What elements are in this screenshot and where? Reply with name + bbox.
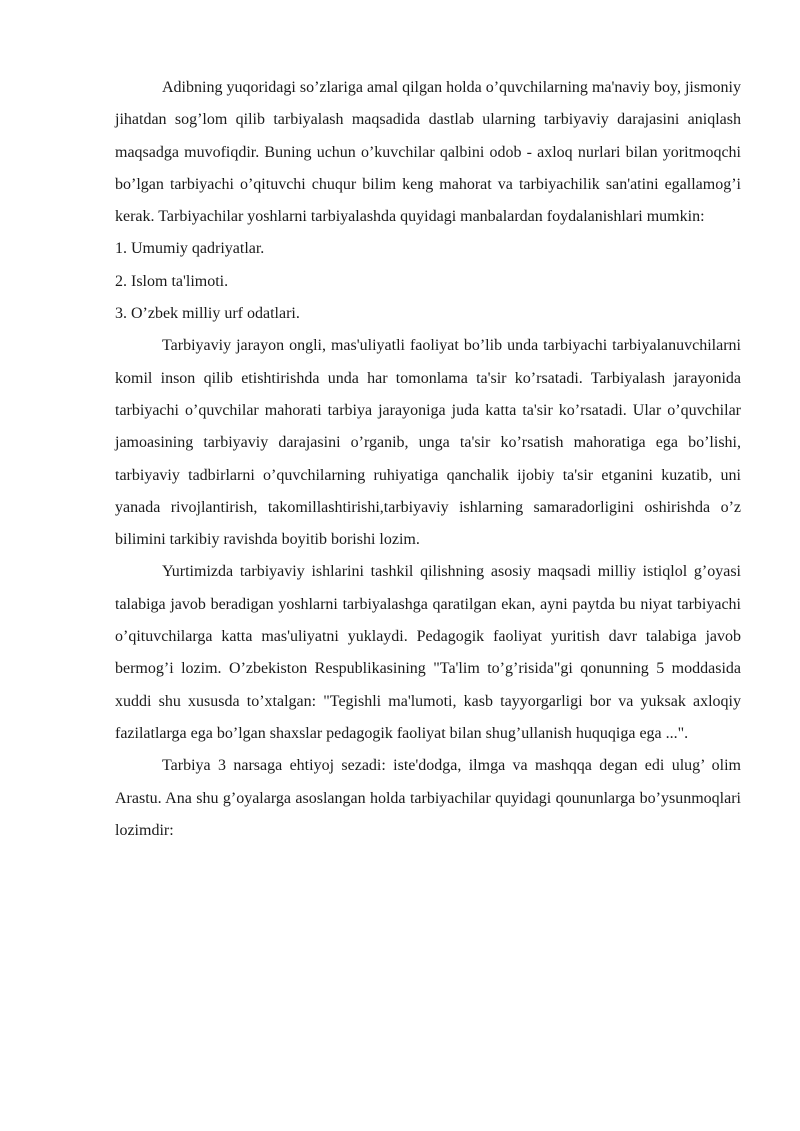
paragraph-2: Tarbiyaviy jarayon ongli, mas'uliyatli faoliyat bo’lib unda tarbiyachi tarbiyalanuvchilarni komil inson qilib etishtirishda unda har tomonlama ta'sir ko’rsatadi. Tarbiyalash jarayonida tarbiyachi o’quvchilar mahorati tarbiya jarayoniga juda katta ta'sir ko’rsatadi. Ular o’quvchilar jamoasining tarbiyaviy darajasini o’rganib, unga ta'sir ko’rsatish mahoratiga ega bo’lishi, tarbiyaviy tadbirlarni o’quvchilarning ruhiyatiga qanchalik ijobiy ta'sir etganini kuzatib, uni yanada rivojlantirish, takomillashtirishi,tarbiyaviy ishlarning samaradorligini oshirishda o’z bilimini tarkibiy ravishda boyitib borishi lozim. — [115, 337, 741, 549]
list-item-2: 2. Islom ta'limoti. — [115, 272, 229, 290]
list-item-3: 3. O’zbek milliy urf odatlari. — [115, 305, 300, 323]
document-body — [115, 72, 741, 847]
paragraph-1: Adibning yuqoridagi so’zlariga amal qilgan holda o’quvchilarning ma'naviy boy, jismoniy jihatdan sog’lom qilib tarbiyalash maqsadida dastlab ularning tarbiyaviy darajasini aniqlash maqsadga muvofiqdir. Buning uchun o’kuvchilar qalbini odob - axloq nurlari bilan yoritmoqchi bo’lgan tarbiyachi o’qituvchi chuqur bilim keng mahorat va tarbiyachilik san'atini egallamog’i kerak. Tarbiyachilar yoshlarni tarbiyalashda quyidagi manbalardan foydalanishlari mumkin: — [115, 79, 741, 226]
paragraph-4: Tarbiya 3 narsaga ehtiyoj sezadi: iste'dodga, ilmga va mashqqa degan edi ulug’ olim Arastu. Ana shu g’oyalarga asoslangan holda tarbiyachilar quyidagi qoununlarga bo’ysunmoqlari lozimdir: — [115, 757, 741, 839]
list-item-1: 1. Umumiy qadriyatlar. — [115, 240, 265, 258]
paragraph-3: Yurtimizda tarbiyaviy ishlarini tashkil qilishning asosiy maqsadi milliy istiqlol g’oyasi talabiga javob beradigan yoshlarni tarbiyalashga qaratilgan ekan, ayni paytda bu niyat tarbiyachi o’qituvchilarga katta mas'uliyatni yuklaydi. Pedagogik faoliyat yuritish davr talabiga javob bermog’i lozim. O’zbekiston Respublikasining "Ta'lim to’g’risida"gi qonunning 5 moddasida xuddi shu xususda to’xtalgan: "Tegishli ma'lumoti, kasb tayyorgarligi bor va yuksak axloqiy fazilatlarga ega bo’lgan shaxslar pedagogik faoliyat bilan shug’ullanish huquqiga ega ...". — [115, 563, 741, 742]
